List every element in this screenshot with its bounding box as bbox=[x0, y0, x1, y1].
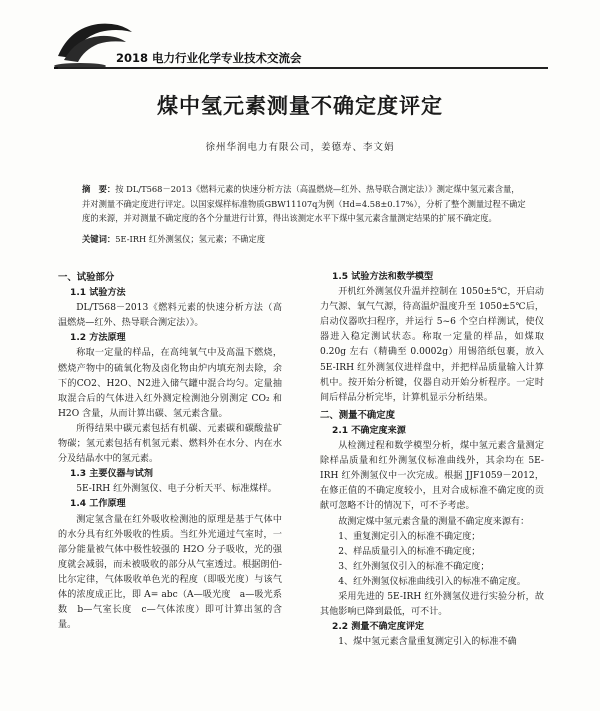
paragraph: 5E-IRH 红外测氢仪、电子分析天平、标准煤样。 bbox=[76, 484, 277, 495]
right-column bbox=[320, 270, 544, 650]
section-heading: 一、试验部分 bbox=[58, 272, 115, 283]
paragraph: 称取一定量的样品，在高纯氧气中及高温下燃烧，燃烧产物中的硫氧化物及卤化物由炉内填充剂去除，余下的CO2、H2O、N2进入储气罐中混合均匀。定量抽取混合后的气体进入红外测定检测池分别测定 CO₂ 和 H2O 含量，从而计算出碳、氢元素含量。 bbox=[58, 348, 282, 419]
keywords-text: 5E-IRH 红外测氢仪；氢元素；不确定度 bbox=[115, 234, 266, 244]
paper-title: 煤中氢元素测量不确定度评定 bbox=[157, 94, 443, 118]
header-divider bbox=[58, 67, 548, 69]
left-column bbox=[58, 270, 282, 633]
list-item: 1、重复测定引入的标准不确定度； bbox=[338, 531, 481, 542]
paragraph: 1、煤中氢元素含量重复测定引入的标准不确 bbox=[338, 637, 517, 648]
list-item: 2、样品质量引入的标准不确定度； bbox=[338, 546, 481, 557]
abstract-text: 按 DL/T568－2013《燃料元素的快速分析方法（高温燃烧—红外、热导联合测定法）》测定煤中氢元素含量，并对测量不确定度进行评定。以国家煤样标准物质GBW11107q为例（Hd=4.58±0.17%），分析了整个测量过程不确定度的来源，并对测量不确定度的各个分量进行计算，得出该测定水平下煤中氢元素含量测定结果的扩展不确定度。 bbox=[82, 184, 526, 223]
paragraph: 所得结果中碳元素包括有机碳、元素碳和碳酸盐矿物碳；氢元素包括有机氢元素、燃料外在水分、内在水分及结晶水中的氢元素。 bbox=[58, 423, 282, 465]
paragraph: 开机红外测氢仪升温并控制在 1050±5℃，开启动力气源、氧气气源，待高温炉温度升至 1050±5℃后，启动仪器吹扫程序，并运行 5~6 个空白样测试，使仪器进入稳定测试状态。称取一定量的样品，如煤取 0.20g 左右（精确至 0.0002g）用锡箔纸包裹，放入 5E-IRH 红外测氢仪进样盘中，并把样品质量输入计算机中。按开始分析键，仪器自动开始分析程序。一定时间后样品分析完毕，计算机显示分析结果。 bbox=[320, 287, 544, 403]
paper-authors: 徐州华润电力有限公司，姜德寿、李文娟 bbox=[205, 142, 395, 153]
subsection-heading: 2.2 测量不确定度评定 bbox=[332, 622, 425, 633]
paragraph: 从检测过程和数学模型分析，煤中氢元素含量测定除样品质量和红外测氢仪标准曲线外，其余均在 5E-IRH 红外测氢仪中一次完成。根据 JJF1059－2012，在修正值的不确定度较小，且对合成标准不确定度的贡献可忽略不计的情况下，可不予考虑。 bbox=[320, 441, 544, 512]
subsection-heading: 1.2 方法原理 bbox=[70, 333, 126, 344]
conference-title: 2018 电力行业化学专业技术交流会 bbox=[116, 51, 302, 65]
keywords bbox=[82, 232, 527, 246]
abstract bbox=[82, 182, 527, 226]
subsection-heading: 1.1 试验方法 bbox=[70, 288, 126, 299]
page-header bbox=[0, 0, 600, 78]
list-item: 4、红外测氢仪标准曲线引入的标准不确定度。 bbox=[338, 576, 526, 587]
paragraph: DL/T568－2013《燃料元素的快速分析方法（高温燃烧—红外、热导联合测定法）》。 bbox=[58, 303, 282, 329]
paragraph: 采用先进的 5E-IRH 红外测氢仪进行实验分析，故其他影响已降到最低，可不计。 bbox=[320, 591, 544, 618]
paragraph: 测定氢含量在红外吸收检测池的原理是基于气体中的水分具有红外吸收的性质。当红外光通过气室时，一部分能量被气体中极性较强的 H2O 分子吸收，光的强度就会减弱，而未被吸收的部分从气室透过。根据朗伯-比尔定律，气体吸收单色光的程度（即吸光度）与该气体的浓度成正比，即 A= abc（A—吸光度 a—吸光系数 b—气室长度 c—气体浓度）即可计算出氢的含量。 bbox=[58, 514, 282, 631]
subsection-heading: 1.5 试验方法和数学模型 bbox=[332, 272, 434, 282]
keywords-label: 关键词： bbox=[82, 234, 116, 244]
paragraph: 故测定煤中氢元素含量的测量不确定度来源有： bbox=[338, 516, 530, 527]
list-item: 3、红外测氢仪引入的标准不确定度； bbox=[338, 561, 490, 572]
subsection-heading: 1.4 工作原理 bbox=[70, 499, 126, 510]
abstract-label: 摘 要： bbox=[82, 184, 116, 194]
section-heading: 二、测量不确定度 bbox=[320, 409, 396, 421]
subsection-heading: 1.3 主要仪器与试剂 bbox=[70, 469, 153, 480]
subsection-heading: 2.1 不确定度来源 bbox=[332, 425, 406, 436]
